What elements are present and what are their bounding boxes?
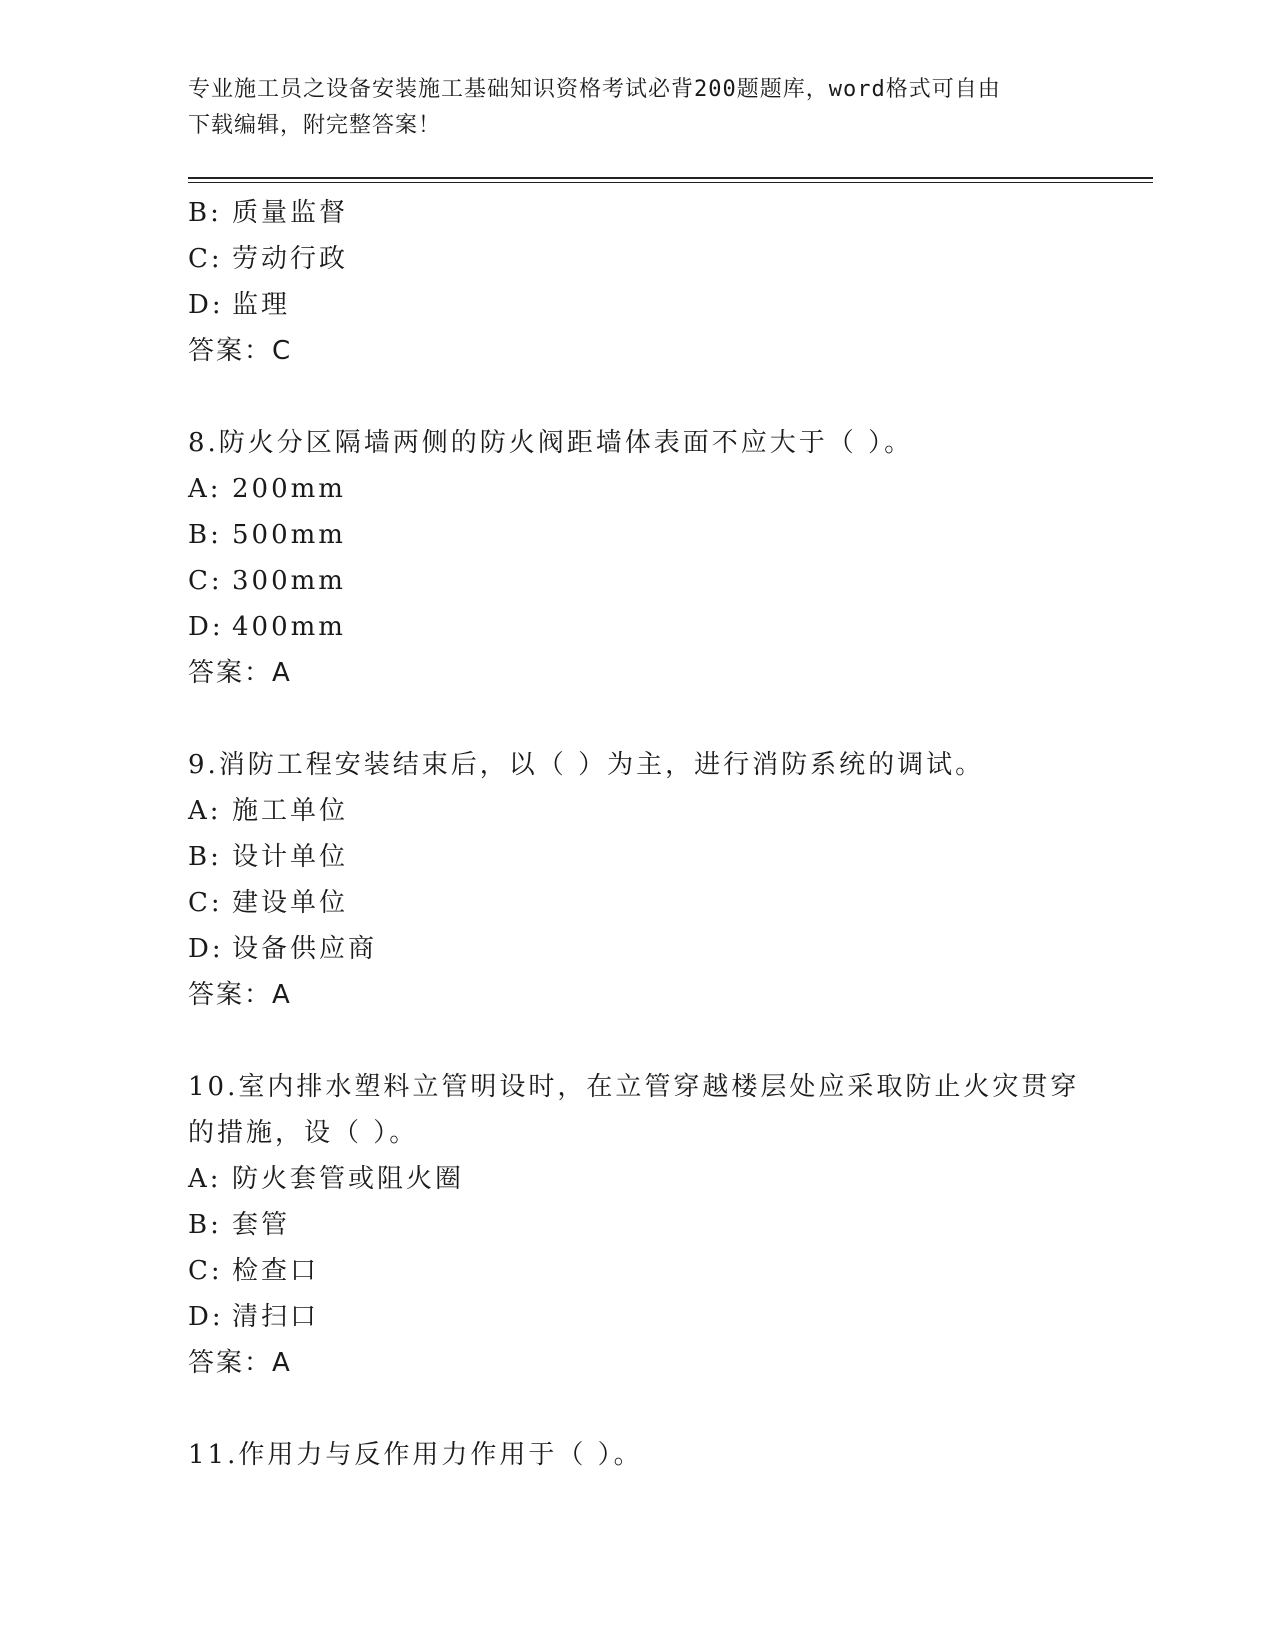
option-c: C: 劳动行政 xyxy=(188,244,349,274)
option-b: B: 500mm xyxy=(188,520,346,550)
question-stem: 9.消防工程安装结束后，以（ ）为主，进行消防系统的调试。 xyxy=(188,750,985,780)
spacer xyxy=(188,696,1088,742)
header-line-2: 下载编辑，附完整答案！ xyxy=(188,113,442,138)
header-rule-thin xyxy=(188,182,1153,183)
question-stem: 11.作用力与反作用力作用于（ ）。 xyxy=(188,1440,643,1470)
option-d: D: 清扫口 xyxy=(188,1302,320,1332)
option-d: D: 设备供应商 xyxy=(188,934,378,964)
answer: 答案：A xyxy=(188,658,292,688)
option-a: A: 防火套管或阻火圈 xyxy=(188,1164,465,1194)
header-line-1: 专业施工员之设备安装施工基础知识资格考试必背200题题库，word格式可自由 xyxy=(188,77,1001,102)
option-b: B: 套管 xyxy=(188,1210,291,1240)
question-stem-line-1: 10.室内排水塑料立管明设时，在立管穿越楼层处应采取防止火灾贯穿 xyxy=(188,1072,1080,1102)
document-header xyxy=(188,72,1088,144)
answer: 答案：A xyxy=(188,1348,292,1378)
partial-question xyxy=(188,190,1088,374)
spacer xyxy=(188,374,1088,420)
option-a: A: 200mm xyxy=(188,474,346,504)
option-d: D: 400mm xyxy=(188,612,346,642)
header-rule-thick xyxy=(188,177,1153,179)
option-b: B: 设计单位 xyxy=(188,842,349,872)
answer: 答案：C xyxy=(188,336,293,366)
option-c: C: 300mm xyxy=(188,566,346,596)
option-b: B: 质量监督 xyxy=(188,198,349,228)
question-stem: 8.防火分区隔墙两侧的防火阀距墙体表面不应大于（ ）。 xyxy=(188,428,914,458)
question-10 xyxy=(188,1064,1088,1386)
option-d: D: 监理 xyxy=(188,290,291,320)
question-stem-line-2: 的措施，设（ ）。 xyxy=(188,1118,419,1148)
question-8 xyxy=(188,420,1088,696)
question-11 xyxy=(188,1432,1088,1478)
option-c: C: 检查口 xyxy=(188,1256,320,1286)
option-a: A: 施工单位 xyxy=(188,796,349,826)
question-list xyxy=(188,190,1088,1478)
spacer xyxy=(188,1386,1088,1432)
answer: 答案：A xyxy=(188,980,292,1010)
spacer xyxy=(188,1018,1088,1064)
option-c: C: 建设单位 xyxy=(188,888,349,918)
question-9 xyxy=(188,742,1088,1018)
